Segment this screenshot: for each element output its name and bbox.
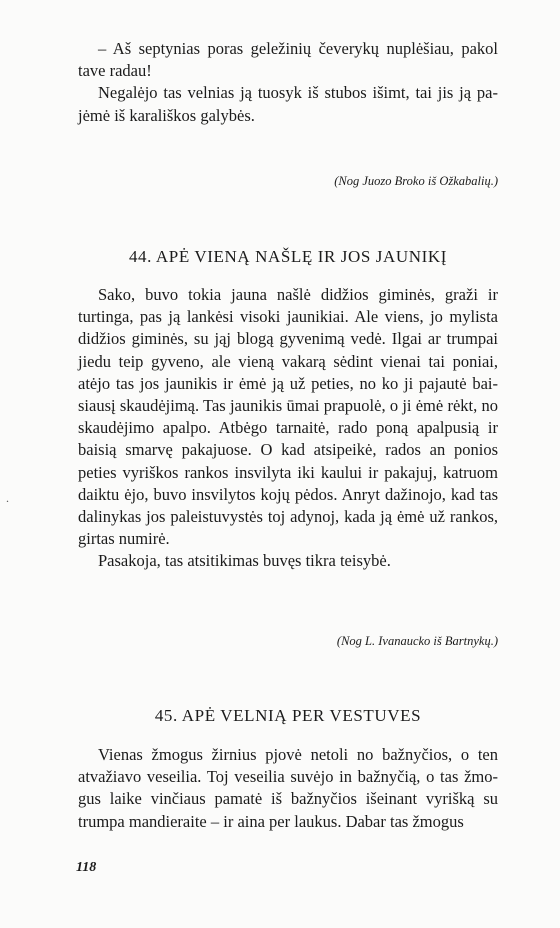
paragraph: Vienas žmogus žirnius pjovė netoli no bažnyčios, o ten atvažiavo veseilia. Toj veseilia suvėjo in bažnyčią, o tas žmogus laike vinčiaus pamatė iš bažnyčios išeinant vyrišką su trumpa mandieraite – ir aina per laukus. Dabar tas žmogus bbox=[78, 745, 498, 831]
story-title: 44. APĖ VIENĄ NAŠLĘ IR JOS JAUNIKĮ bbox=[128, 247, 448, 266]
paragraph: – Aš septynias poras geležinių čeverykų nuplėšiau, pakol tave radau! bbox=[78, 39, 498, 81]
story-45-body bbox=[78, 744, 498, 833]
paragraph: Sako, buvo tokia jauna našlė didžios giminės, graži ir turtinga, pas ją lankėsi visoki jaunikiai. Ale viens, jo mylista didžios giminės, su jąj blogą gyvenimą vedė. Ilgai ar trumpai jiedu teip gyveno, ale vieną vakarą sėdint vienai tai poniai, atėjo tas jos jaunikis ir ėmė ją už peties, no ko ji pajautė baisiausį skaudėjimą. Tas jaunikis ūmai prapuolė, o ji ėmė rėkt, no skaudėjimo apalpo. Atbėgo tarnaitė, rado poną apalpusią ir baisią smarvę pakajuose. O kad atsipeikė, rados an ponios peties vyriškos rankos insvilyta iki kaului ir pakajuj, katruom daiktu ėjo, buvo insvilytos kojų pėdos. Anryt dažinojo, kad tas dalinykas jos paleistuvystės toj adynoj, kada ją ėmė už rankos, girtas numirė. bbox=[78, 285, 498, 549]
page-number: 118 bbox=[76, 860, 97, 875]
story-44-body bbox=[78, 284, 498, 573]
margin-mark: . bbox=[6, 491, 9, 505]
source-citation: (Nog L. Ivanaucko iš Bartnykų.) bbox=[336, 634, 498, 648]
paragraph: Pasakoja, tas atsitikimas buvęs tikra teisybė. bbox=[98, 551, 391, 571]
paragraph: Negalėjo tas velnias ją tuosyk iš stubos išimt, tai jis ją pajėmė iš karališkos galybės. bbox=[78, 83, 498, 125]
story-title: 45. APĖ VELNIĄ PER VESTUVES bbox=[154, 706, 422, 725]
source-citation: (Nog Juozo Broko iš Ožkabalių.) bbox=[334, 174, 498, 188]
previous-story-ending bbox=[78, 38, 498, 127]
